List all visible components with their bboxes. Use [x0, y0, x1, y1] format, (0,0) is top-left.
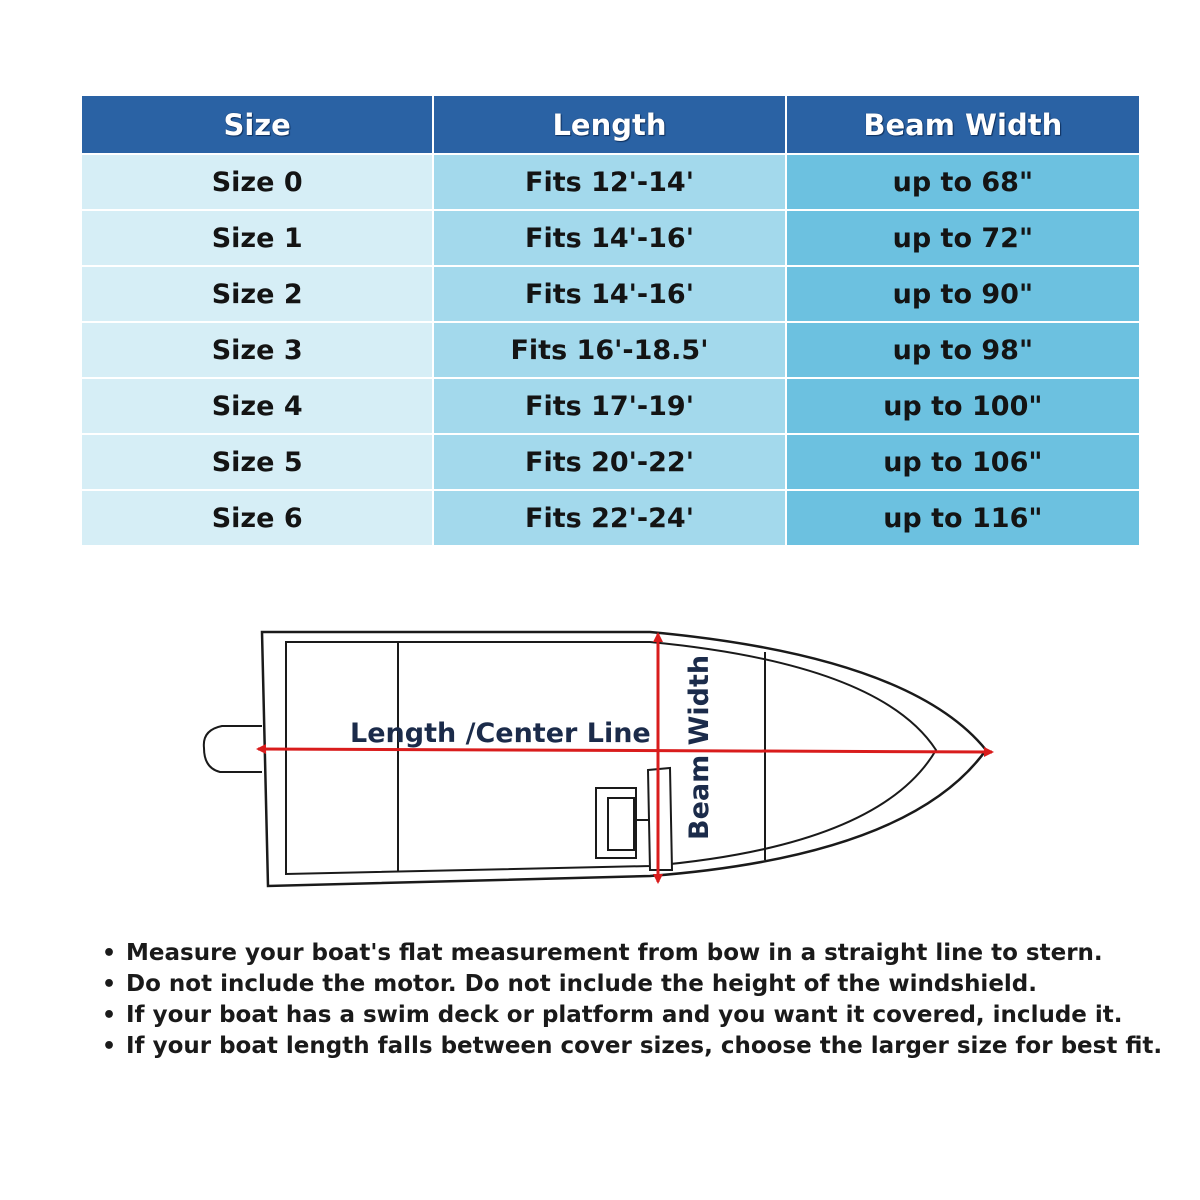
measurement-notes	[100, 938, 1163, 1062]
cell-size: Size 4	[82, 379, 434, 435]
cell-size: Size 6	[82, 491, 434, 545]
cell-size: Size 5	[82, 435, 434, 491]
table-row	[82, 211, 1139, 267]
cell-beam-width: up to 98"	[787, 323, 1139, 379]
table-row	[82, 491, 1139, 545]
cell-length: Fits 16'-18.5'	[434, 323, 786, 379]
cell-size: Size 1	[82, 211, 434, 267]
cell-size: Size 3	[82, 323, 434, 379]
cell-size: Size 2	[82, 267, 434, 323]
header-beam-width: Beam Width	[787, 96, 1139, 155]
length-center-line-label: Length /Center Line	[350, 718, 651, 749]
table-row	[82, 155, 1139, 211]
table-row	[82, 267, 1139, 323]
cell-length: Fits 14'-16'	[434, 267, 786, 323]
cell-beam-width: up to 90"	[787, 267, 1139, 323]
console-seat	[648, 768, 672, 870]
cell-size: Size 0	[82, 155, 434, 211]
cell-beam-width: up to 100"	[787, 379, 1139, 435]
list-item: • If your boat length falls between cover sizes, choose the larger size for best fit.	[100, 1031, 1160, 1062]
table-row	[82, 435, 1139, 491]
cell-length: Fits 12'-14'	[434, 155, 786, 211]
list-item: • Do not include the motor. Do not include the height of the windshield.	[100, 969, 1160, 1000]
table-row	[82, 323, 1139, 379]
cell-length: Fits 22'-24'	[434, 491, 786, 545]
cell-beam-width: up to 116"	[787, 491, 1139, 545]
list-item: • Measure your boat's flat measurement from bow in a straight line to stern.	[100, 938, 1160, 969]
table-header-row	[82, 96, 1139, 155]
boat-diagram	[190, 620, 1010, 900]
console-inner	[608, 798, 634, 850]
size-chart-table	[82, 96, 1139, 545]
table-row	[82, 379, 1139, 435]
cell-beam-width: up to 68"	[787, 155, 1139, 211]
header-length: Length	[434, 96, 786, 155]
boat-outline-icon	[190, 620, 1010, 900]
cell-length: Fits 14'-16'	[434, 211, 786, 267]
header-size: Size	[82, 96, 434, 155]
cell-beam-width: up to 106"	[787, 435, 1139, 491]
motor-outline	[204, 726, 262, 772]
cell-beam-width: up to 72"	[787, 211, 1139, 267]
cell-length: Fits 17'-19'	[434, 379, 786, 435]
cell-length: Fits 20'-22'	[434, 435, 786, 491]
list-item: • If your boat has a swim deck or platform and you want it covered, include it.	[100, 1000, 1160, 1031]
beam-width-label: Beam Width	[684, 654, 715, 840]
